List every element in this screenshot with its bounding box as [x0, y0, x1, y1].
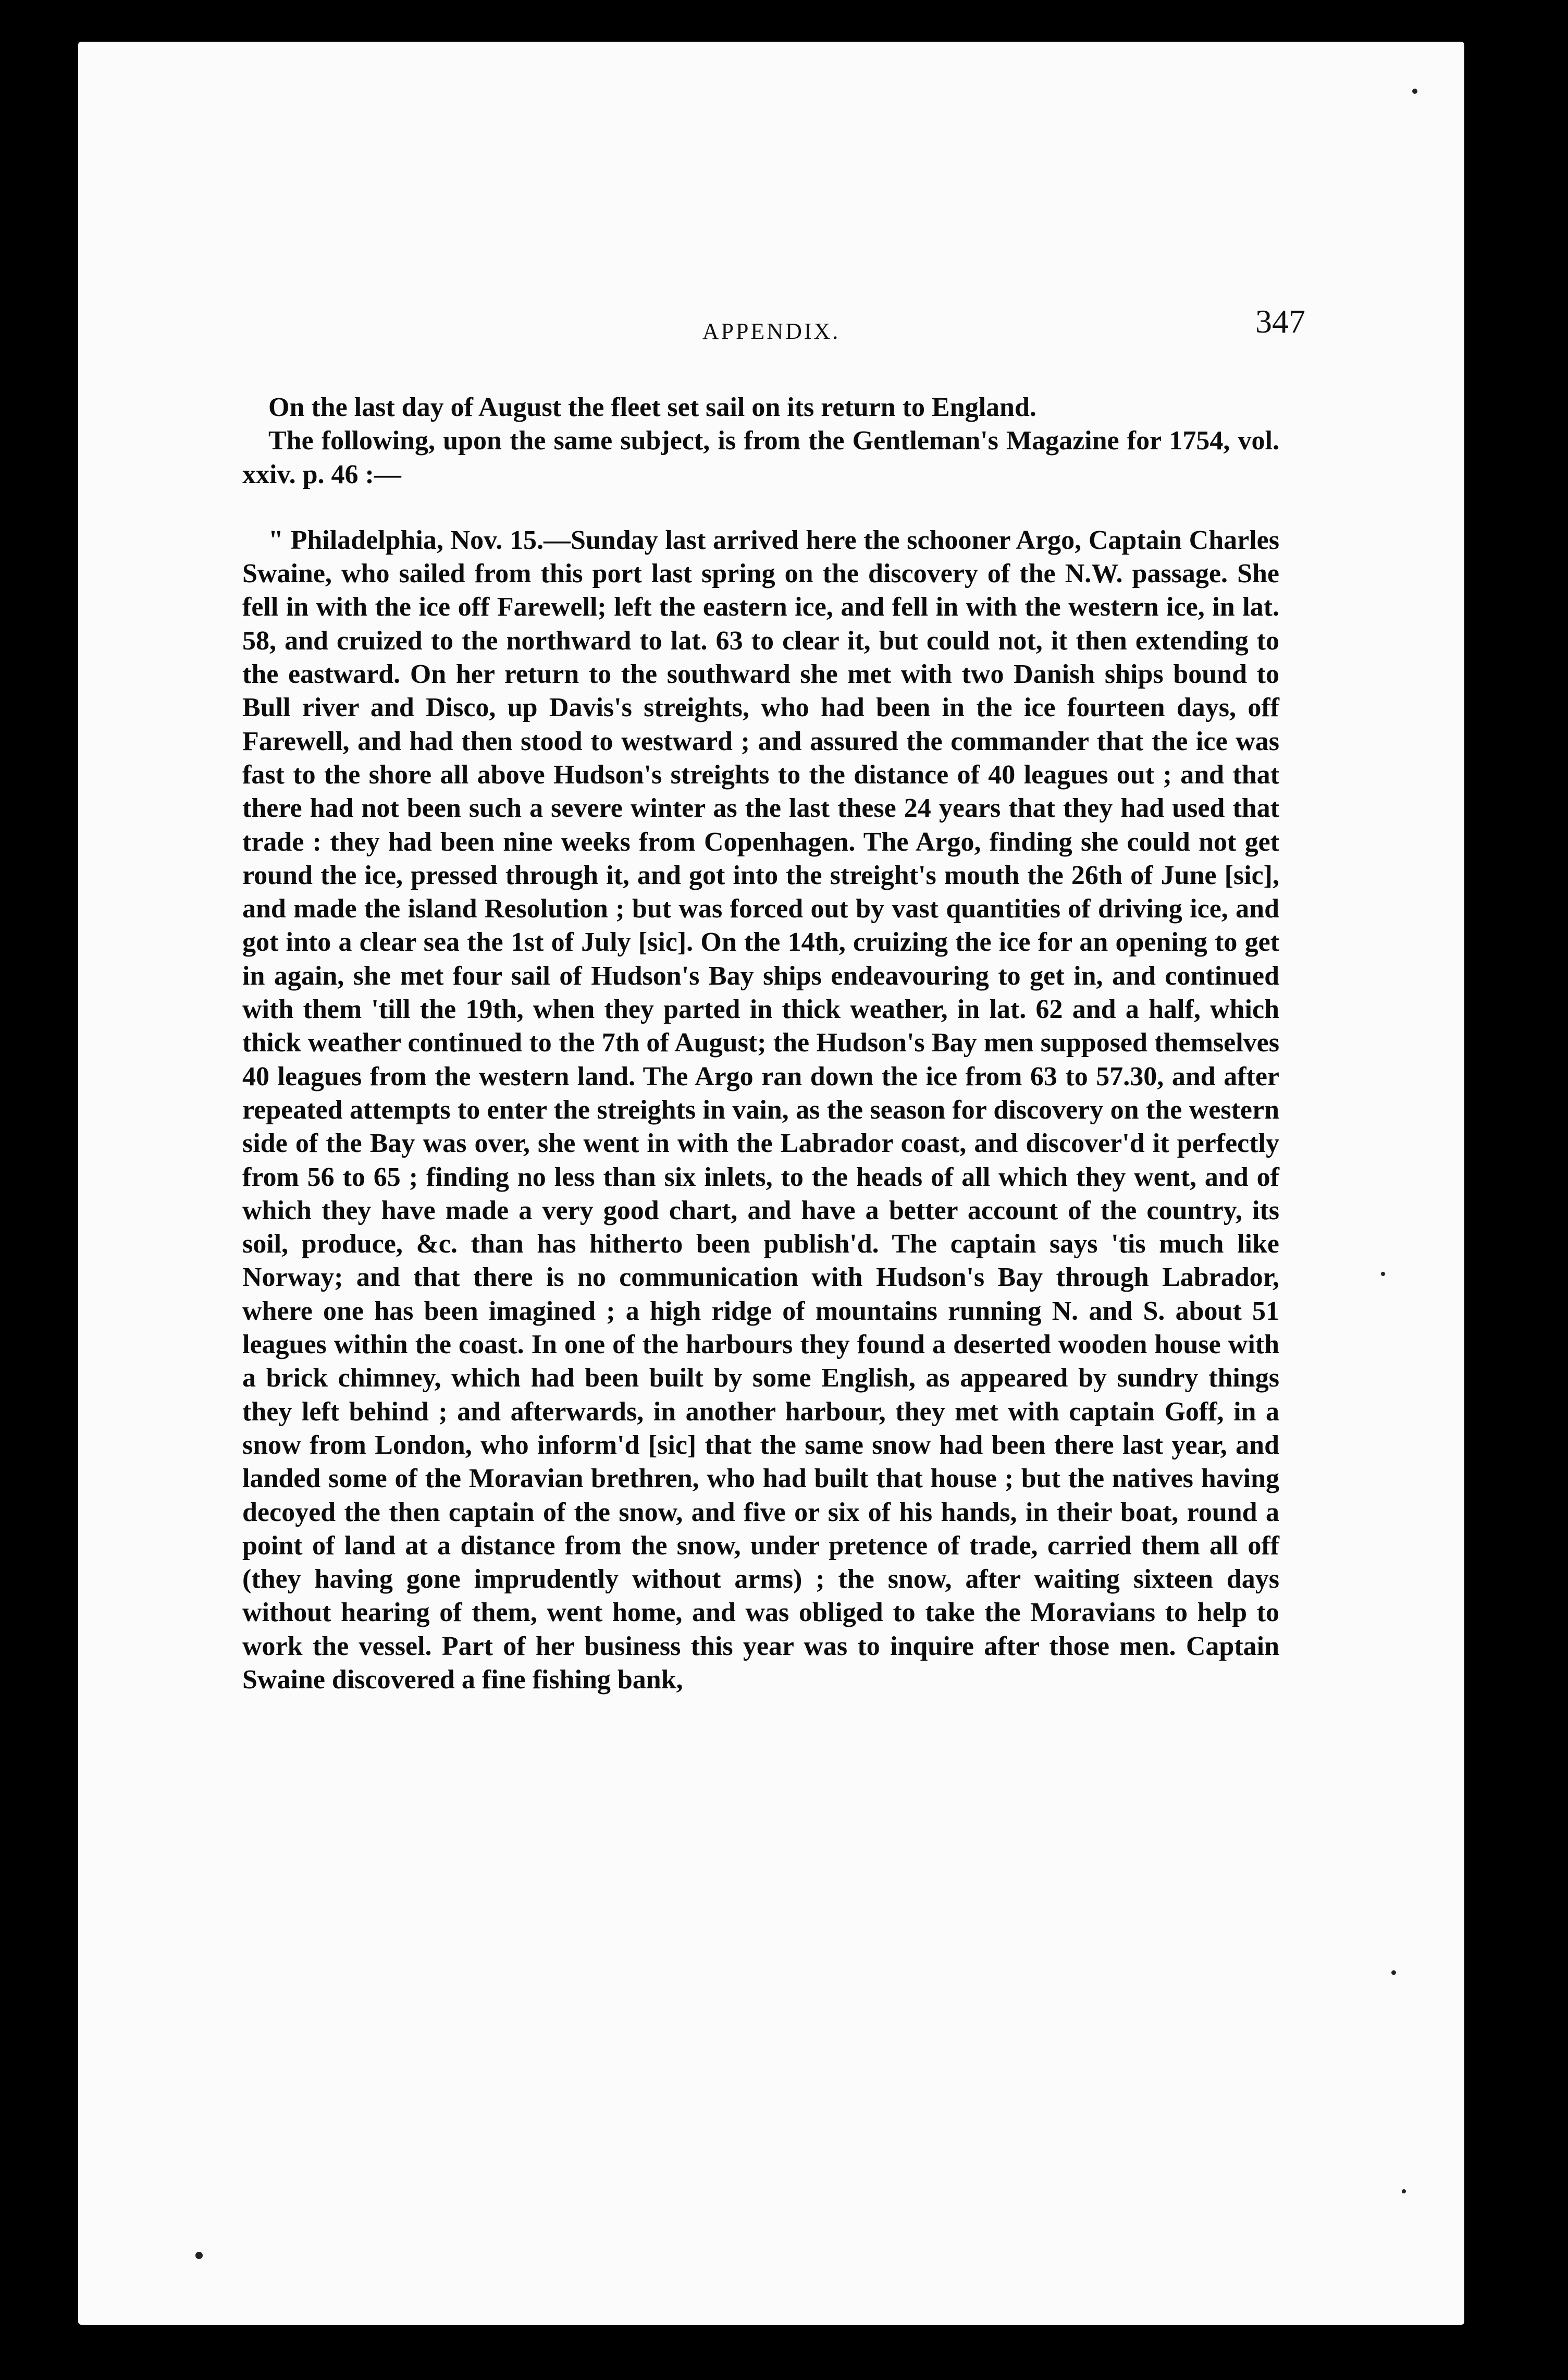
- paragraph-fleet-return: On the last day of August the fleet set sail on its return to England.: [268, 392, 1036, 422]
- scan-speck: [1402, 2189, 1406, 2193]
- page-header: [78, 281, 1464, 344]
- scan-speck: [195, 2252, 203, 2259]
- body-text: [242, 391, 1279, 1697]
- paragraph-philadelphia-report: " Philadelphia, Nov. 15.—Sunday last arrived here the schooner Argo, Captain Charles Swaine, who sailed from this port last spring on the discovery of the N.W. passage. She fell in with the ice off Farewell; left the eastern ice, and fell in with the western ice, in lat. 58, and cruized to the northward to lat. 63 to clear it, but could not, it then extending to the eastward. On her return to the southward she met with two Danish ships bound to Bull river and Disco, up Davis's streights, who had been in the ice fourteen days, off Farewell, and had then stood to westward ; and assured the commander that the ice was fast to the shore all above Hudson's streights to the distance of 40 leagues out ; and that there had not been such a severe winter as the last these 24 years that they had used that trade : they had been nine weeks from Copenhagen. The Argo, finding she could not get round the ice, pressed through it, and got into the streight's mouth the 26th of June [sic], and made the island Resolution ; but was forced out by vast quantities of driving ice, and got into a clear sea the 1st of July [sic]. On the 14th, cruizing the ice for an opening to get in again, she met four sail of Hudson's Bay ships endeavouring to get in, and continued with them 'till the 19th, when they parted in thick weather, in lat. 62 and a half, which thick weather continued to the 7th of August; the Hudson's Bay men supposed themselves 40 leagues from the western land. The Argo ran down the ice from 63 to 57.30, and after repeated attempts to enter the streights in vain, as the season for discovery on the western side of the Bay was over, she went in with the Labrador coast, and discover'd it perfectly from 56 to 65 ; finding no less than six inlets, to the heads of all which they went, and of which they have made a very good chart, and have a better account of the country, its soil, produce, &c. than has hitherto been publish'd. The captain says 'tis much like Norway; and that there is no communication with Hudson's Bay through Labrador, where one has been imagined ; a high ridge of mountains running N. and S. about 51 leagues within the coast. In one of the harbours they found a deserted wooden house with a brick chimney, which had been built by some English, as appeared by sundry things they left behind ; and afterwards, in another harbour, they met with captain Goff, in a snow from London, who inform'd [sic] that the same snow had been there last year, and landed some of the Moravian brethren, who had built that house ; but the natives having decoyed the then captain of the snow, and five or six of his hands, in their boat, round a point of land at a distance from the snow, under pretence of trade, carried them all off (they having gone imprudently without arms) ; the snow, after waiting sixteen days without hearing of them, went home, and was obliged to take the Moravians to help to work the vessel. Part of her business this year was to inquire after those men. Captain Swaine discovered a fine fishing bank,: [242, 525, 1279, 1695]
- scan-speck: [1412, 89, 1417, 94]
- running-head: APPENDIX.: [702, 318, 841, 344]
- paragraph-magazine-intro: The following, upon the same subject, is from the Gentleman's Magazine for 1754, vol. xxiv. p. 46 :—: [242, 426, 1279, 489]
- scan-speck: [1381, 1272, 1385, 1276]
- page-number: 347: [1255, 303, 1305, 340]
- book-page: [78, 42, 1464, 2325]
- scan-speck: [1391, 1970, 1396, 1975]
